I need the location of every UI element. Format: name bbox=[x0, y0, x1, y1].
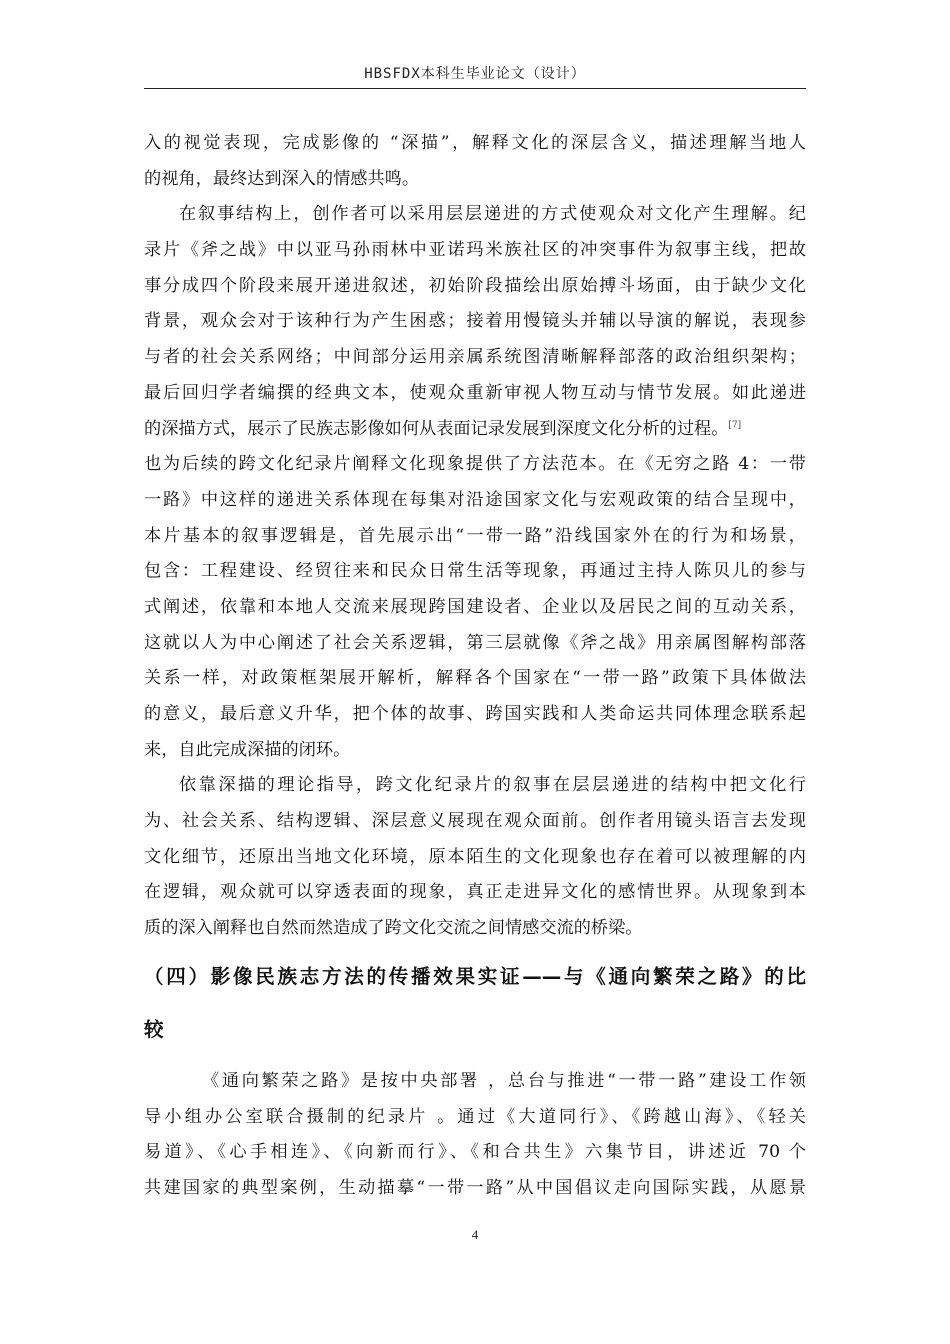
section-heading-line: 较 bbox=[144, 1017, 164, 1041]
text-line: 一路》中这样的递进关系体现在每集对沿途国家文化与宏观政策的结合呈现中， bbox=[144, 489, 806, 510]
text-line: 背景，观众会对于该种行为产生困惑；接着用慢镜头并辅以导演的解说，表现参 bbox=[144, 311, 806, 332]
text-line-content: 的深描方式，展示了民族志影像如何从表面记录发展到深度文化分析的过程。 bbox=[144, 418, 729, 439]
text-line: 也为后续的跨文化纪录片阐释文化现象提供了方法范本。在《无穷之路 4：一带 bbox=[144, 454, 806, 475]
paragraph bbox=[144, 768, 806, 946]
text-line: 入的视觉表现，完成影像的 “深描”，解释文化的深层含义，描述理解当地人 bbox=[144, 133, 806, 153]
text-line: 本片基本的叙事逻辑是，首先展示出“一带一路”沿线国家外在的行为和场景， bbox=[144, 525, 806, 546]
text-line: 依靠深描的理论指导，跨文化纪录片的叙事在层层递进的结构中把文化行 bbox=[179, 775, 806, 796]
page-number: 4 bbox=[471, 1227, 479, 1242]
text-line: 为、社会关系、结构逻辑、深层意义展现在观众面前。创作者用镜头语言去发现 bbox=[144, 811, 806, 832]
section-heading-line: （四）影像民族志方法的传播效果实证——与《通向繁荣之路》的比 bbox=[144, 964, 806, 988]
text-line: 《通向繁荣之路》是按中央部署 ，总台与推进“一带一路”建设工作领 bbox=[202, 1070, 806, 1091]
text-line: 包含：工程建设、经贸往来和民众日常生活等现象，再通过主持人陈贝儿的参与 bbox=[144, 561, 806, 582]
text-line: 导小组办公室联合摄制的纪录片 。通过《大道同行》、《跨越山海》、《轻关 bbox=[144, 1106, 806, 1127]
text-line: 这就以人为中心阐述了社会关系逻辑，第三层就像《斧之战》用亲属图解构部落 bbox=[144, 632, 806, 653]
paragraph bbox=[144, 1064, 806, 1207]
text-line: 最后回归学者编撰的经典文本，使观众重新审视人物互动与情节发展。如此递进 bbox=[144, 382, 806, 403]
text-line: 来，自此完成深描的闭环。 bbox=[144, 739, 351, 760]
text-line: 在叙事结构上，创作者可以采用层层递进的方式使观众对文化产生理解。纪 bbox=[179, 204, 806, 225]
body-text bbox=[144, 126, 806, 1207]
text-line bbox=[144, 412, 806, 448]
section-heading bbox=[144, 949, 806, 1064]
text-line: 的视角，最终达到深入的情感共鸣。 bbox=[144, 168, 420, 189]
text-line: 事分成四个阶段来展开递进叙述，初始阶段描绘出原始搏斗场面，由于缺少文化 bbox=[144, 275, 806, 296]
running-header: HBSFDX本科生毕业论文（设计） bbox=[364, 66, 586, 82]
header-rule bbox=[144, 88, 806, 89]
paragraph bbox=[144, 197, 806, 768]
text-line: 关系一样，对政策框架展开解析，解释各个国家在“一带一路”政策下具体做法 bbox=[144, 668, 806, 689]
citation-marker: [7] bbox=[728, 419, 742, 430]
text-line: 质的深入阐释也自然而然造成了跨文化交流之间情感交流的桥梁。 bbox=[144, 918, 643, 939]
text-line: 文化细节，还原出当地文化环境，原本陌生的文化现象也存在着可以被理解的内 bbox=[144, 846, 806, 867]
text-line: 式阐述，依靠和本地人交流来展现跨国建设者、企业以及居民之间的互动关系， bbox=[144, 596, 806, 617]
text-line: 在逻辑，观众就可以穿透表面的现象，真正走进异文化的感情世界。从现象到本 bbox=[144, 882, 806, 903]
text-line: 的意义，最后意义升华，把个体的故事、跨国实践和人类命运共同体理念联系起 bbox=[144, 704, 806, 724]
text-line: 与者的社会关系网络；中间部分运用亲属系统图清晰解释部落的政治组织架构； bbox=[144, 347, 806, 368]
text-line: 录片《斧之战》中以亚马孙雨林中亚诺玛米族社区的冲突事件为叙事主线，把故 bbox=[144, 240, 806, 261]
text-line: 易道》、《心手相连》、《向新而行》、《和合共生》六集节目，讲述近 70 个 bbox=[144, 1142, 806, 1163]
paragraph bbox=[144, 126, 806, 197]
text-line: 共建国家的典型案例，生动描摹“一带一路”从中国倡议走向国际实践，从愿景 bbox=[144, 1177, 806, 1198]
